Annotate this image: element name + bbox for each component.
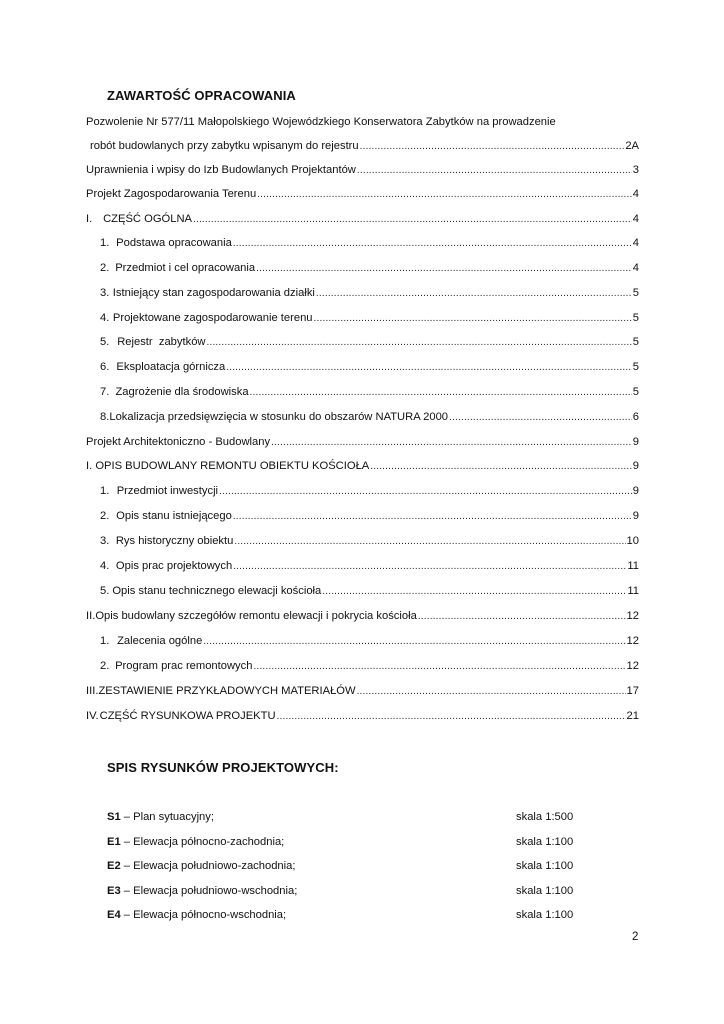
- toc-entry-page: 2A: [625, 140, 639, 152]
- toc-entry-title: robót budowlanych przy zabytku wpisanym do rejestru: [90, 140, 359, 152]
- toc-leader-dots: [219, 484, 632, 500]
- toc-entry-title: ZESTAWIENIE PRZYKŁADOWYCH MATERIAŁÓW: [98, 685, 356, 697]
- drawing-item: [107, 883, 607, 899]
- toc-entry-number: IV.: [86, 710, 99, 722]
- toc-entry[interactable]: [100, 583, 639, 599]
- toc-leader-dots: [250, 385, 632, 401]
- toc-entry[interactable]: [86, 608, 639, 624]
- toc-leader-dots: [357, 684, 626, 700]
- drawing-name: Elewacja południowo-zachodnia;: [133, 860, 296, 872]
- drawing-separator: –: [120, 909, 134, 921]
- toc-entry-number: 2.: [100, 262, 110, 274]
- toc-entry-page: 21: [626, 710, 639, 722]
- toc-entry-page: 5: [632, 336, 639, 348]
- drawing-separator: –: [120, 811, 134, 823]
- toc-entry-number: 8.: [100, 411, 110, 423]
- toc-entry-title: CZĘŚĆ RYSUNKOWA PROJEKTU: [99, 710, 276, 722]
- toc-entry[interactable]: [100, 409, 639, 425]
- toc-leader-dots: [277, 709, 626, 725]
- toc-entry[interactable]: [86, 162, 639, 178]
- toc-entry[interactable]: [86, 211, 639, 227]
- toc-entry-title: Przedmiot inwestycji: [116, 485, 219, 497]
- toc-leader-dots: [360, 139, 625, 155]
- toc-entry-page: 5: [632, 361, 639, 373]
- drawings-heading: SPIS RYSUNKÓW PROJEKTOWYCH:: [107, 760, 339, 775]
- toc-leader-dots: [322, 584, 626, 600]
- toc-entry[interactable]: [100, 508, 639, 524]
- page-number: 2: [632, 931, 639, 943]
- toc-leader-dots: [226, 360, 632, 376]
- toc-leader-dots: [449, 410, 632, 426]
- toc-entry-page: 12: [626, 660, 639, 672]
- toc-entry-page: 9: [632, 510, 639, 522]
- drawing-item: [107, 809, 607, 825]
- drawing-scale: skala 1:100: [516, 836, 574, 848]
- drawing-code: E3: [107, 885, 121, 897]
- drawing-code: E4: [107, 909, 121, 921]
- drawing-scale: skala 1:500: [516, 811, 574, 823]
- drawing-name: Elewacja północno-wschodnia;: [133, 909, 287, 921]
- toc-entry-title: Rejestr zabytków: [117, 336, 206, 348]
- toc-leader-dots: [233, 236, 632, 252]
- toc-entry-number: 2.: [100, 510, 110, 522]
- toc-entry-page: 17: [626, 685, 639, 697]
- toc-entry-number: 5.: [100, 336, 110, 348]
- toc-entry-page: 9: [632, 485, 639, 497]
- toc-entry[interactable]: [100, 260, 639, 276]
- drawing-code: E1: [107, 836, 121, 848]
- drawing-scale: skala 1:100: [516, 909, 574, 921]
- toc-entry-title: Opis prac projektowych: [115, 560, 233, 572]
- toc-leader-dots: [203, 634, 625, 650]
- toc-entry-number: II.: [86, 610, 96, 622]
- toc-entry-number: 3.: [100, 535, 110, 547]
- toc-entry-number: 1.: [100, 485, 110, 497]
- toc-leader-dots: [234, 534, 625, 550]
- toc-entry-page: 5: [632, 287, 639, 299]
- drawing-code: S1: [107, 811, 121, 823]
- toc-entry-page: 11: [627, 560, 639, 572]
- toc-entry-number: I.: [86, 213, 93, 225]
- toc-entry-number: III.: [86, 685, 99, 697]
- toc-leader-dots: [253, 659, 625, 675]
- toc-leader-dots: [233, 559, 626, 575]
- toc-leader-dots: [370, 459, 632, 475]
- toc-entry-number: 7.: [100, 386, 110, 398]
- toc-entry-page: 5: [632, 386, 639, 398]
- permit-line-1: Pozwolenie Nr 577/11 Małopolskiego Wojewódzkiego Konserwatora Zabytków na prowadzenie: [86, 116, 556, 128]
- toc-entry-number: 1.: [100, 237, 110, 249]
- toc-leader-dots: [271, 435, 632, 451]
- toc-entry-title: Podstawa opracowania: [116, 237, 232, 249]
- toc-entry-number: 1.: [100, 635, 110, 647]
- toc-leader-dots: [257, 187, 632, 203]
- toc-leader-dots: [256, 261, 632, 277]
- contents-heading: ZAWARTOŚĆ OPRACOWANIA: [107, 88, 296, 103]
- toc-entry-title: Opis budowlany szczegółów remontu elewacji i pokrycia kościoła: [95, 610, 417, 622]
- toc-entry-page: 4: [632, 262, 639, 274]
- toc-entry[interactable]: [100, 558, 639, 574]
- toc-entry[interactable]: [100, 235, 639, 251]
- drawing-scale: skala 1:100: [516, 860, 574, 872]
- toc-entry-title: Przedmiot i cel opracowania: [115, 262, 256, 274]
- toc-entry[interactable]: [86, 434, 639, 450]
- toc-leader-dots: [207, 335, 632, 351]
- toc-entry-page: 4: [632, 188, 639, 200]
- toc-entry-permit[interactable]: [90, 138, 639, 154]
- drawing-item: [107, 834, 607, 850]
- drawing-separator: –: [120, 860, 134, 872]
- toc-entry-number: 5.: [100, 585, 110, 597]
- toc-entry-page: 5: [632, 312, 639, 324]
- toc-entry-title: Zalecenia ogólne: [117, 635, 203, 647]
- toc-entry[interactable]: [86, 186, 639, 202]
- toc-entry[interactable]: [86, 708, 639, 724]
- toc-entry[interactable]: [100, 359, 639, 375]
- toc-entry-title: Opis stanu technicznego elewacji kościoła: [112, 585, 322, 597]
- toc-leader-dots: [314, 311, 632, 327]
- toc-entry[interactable]: [86, 458, 639, 474]
- toc-entry-page: 9: [632, 436, 639, 448]
- toc-entry-page: 4: [632, 237, 639, 249]
- toc-entry-page: 11: [627, 585, 639, 597]
- toc-entry[interactable]: [100, 285, 639, 301]
- toc-entry-title: Lokalizacja przedsięwzięcia w stosunku do obszarów NATURA 2000: [109, 411, 449, 423]
- toc-entry-title: Zagrożenie dla środowiska: [115, 386, 249, 398]
- toc-entry-title: Rys historyczny obiektu: [115, 535, 234, 547]
- drawing-name: Elewacja północno-zachodnia;: [133, 836, 285, 848]
- toc-entry-page: 12: [626, 610, 639, 622]
- toc-entry[interactable]: [100, 633, 639, 649]
- toc-entry-title: Projektowane zagospodarowanie terenu: [112, 312, 313, 324]
- toc-entry-number: 2.: [100, 660, 110, 672]
- toc-entry[interactable]: [86, 683, 639, 699]
- toc-entry-title: Uprawnienia i wpisy do Izb Budowlanych Projektantów: [86, 164, 356, 176]
- toc-entry-number: 4.: [100, 560, 110, 572]
- toc-entry-title: Eksploatacja górnicza: [116, 361, 226, 373]
- toc-entry-title: Istniejący stan zagospodarowania działki: [112, 287, 315, 299]
- toc-entry-title: I. OPIS BUDOWLANY REMONTU OBIEKTU KOŚCIOŁA: [86, 460, 370, 472]
- drawing-name: Elewacja południowo-wschodnia;: [133, 885, 298, 897]
- toc-entry-title: Projekt Zagospodarowania Terenu: [86, 188, 257, 200]
- drawing-item: [107, 907, 607, 923]
- toc-entry-number: 6.: [100, 361, 110, 373]
- toc-entry-number: 3.: [100, 287, 110, 299]
- toc-leader-dots: [316, 286, 632, 302]
- toc-entry[interactable]: [100, 658, 639, 674]
- drawing-separator: –: [120, 836, 134, 848]
- drawing-separator: –: [120, 885, 134, 897]
- drawing-name: Plan sytuacyjny;: [133, 811, 214, 823]
- toc-entry[interactable]: [100, 384, 639, 400]
- toc-entry-number: 4.: [100, 312, 110, 324]
- toc-leader-dots: [233, 509, 632, 525]
- toc-entry-page: 6: [632, 411, 639, 423]
- toc-entry-page: 4: [632, 213, 639, 225]
- toc-entry-page: 9: [632, 460, 639, 472]
- toc-leader-dots: [357, 163, 632, 179]
- toc-entry-page: 10: [626, 535, 639, 547]
- toc-entry[interactable]: [100, 334, 639, 350]
- drawing-code: E2: [107, 860, 121, 872]
- toc-entry-title: Program prac remontowych: [115, 660, 253, 672]
- toc-entry-title: Opis stanu istniejącego: [116, 510, 232, 522]
- toc-entry[interactable]: [100, 483, 639, 499]
- toc-entry-page: 12: [626, 635, 639, 647]
- toc-entry-title: Projekt Architektoniczno - Budowlany: [86, 436, 271, 448]
- toc-entry[interactable]: [100, 310, 639, 326]
- toc-leader-dots: [193, 212, 632, 228]
- toc-entry-title: CZĘŚĆ OGÓLNA: [103, 213, 192, 225]
- drawing-item: [107, 858, 607, 874]
- toc-leader-dots: [418, 609, 626, 625]
- drawing-scale: skala 1:100: [516, 885, 574, 897]
- toc-entry[interactable]: [100, 533, 639, 549]
- toc-entry-page: 3: [632, 164, 639, 176]
